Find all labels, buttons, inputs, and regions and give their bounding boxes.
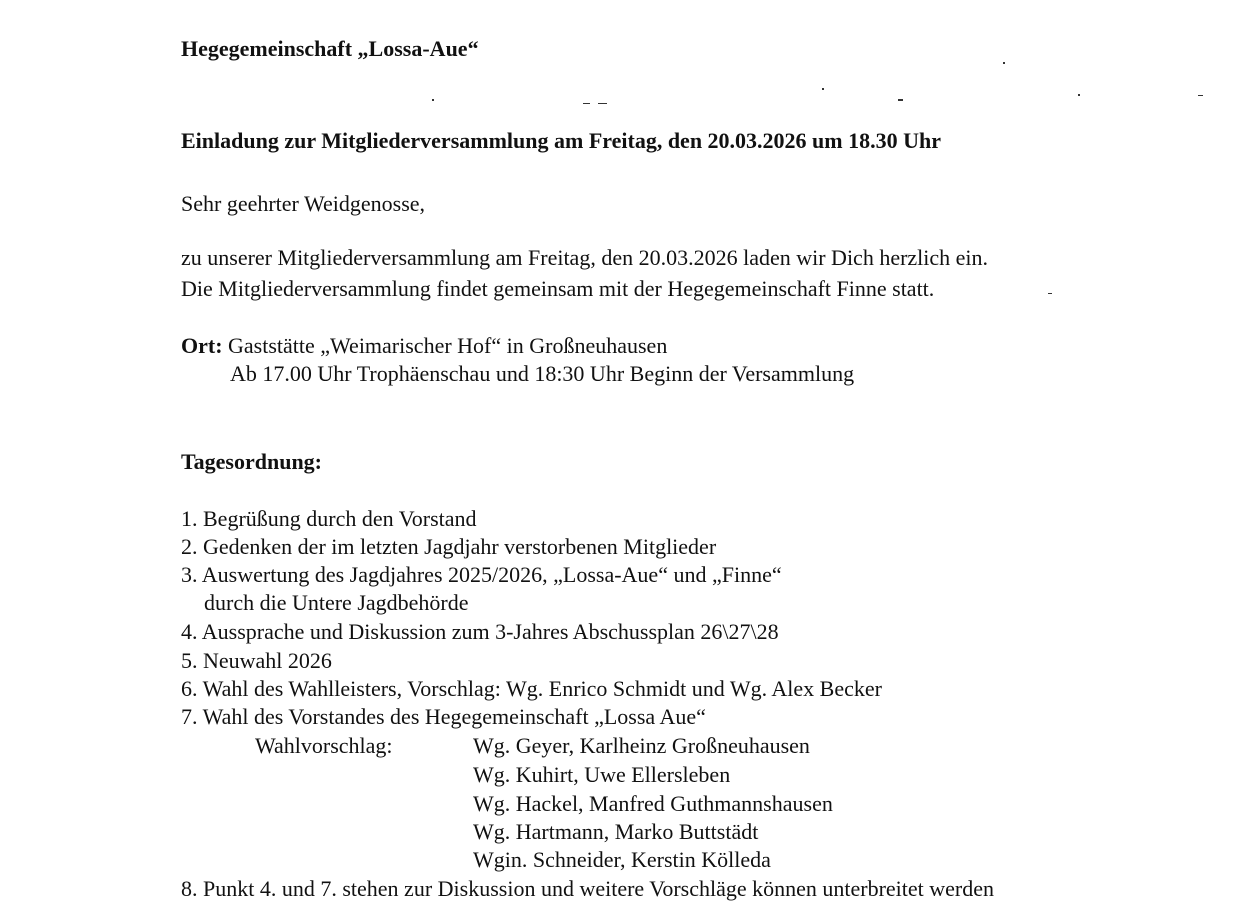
nominee: Wg. Hartmann, Marko Buttstädt: [473, 819, 759, 844]
intro-line-2: Die Mitgliederversammlung findet gemeinsam mit der Hegegemeinschaft Finne statt.: [181, 276, 935, 301]
scan-speck: [1048, 293, 1052, 294]
agenda-item: 6. Wahl des Wahlleisters, Vorschlag: Wg. Enrico Schmidt und Wg. Alex Becker: [181, 676, 882, 701]
scan-speck: [898, 99, 903, 101]
scan-speck: [1078, 94, 1080, 96]
agenda-item: 8. Punkt 4. und 7. stehen zur Diskussion und weitere Vorschläge können unterbreitet werden: [181, 876, 995, 901]
nomination-label: Wahlvorschlag:: [255, 733, 393, 758]
place-value: Gaststätte „Weimarischer Hof“ in Großneuhausen: [228, 333, 668, 358]
invitation-subject: Einladung zur Mitgliederversammlung am Freitag, den 20.03.2026 um 18.30 Uhr: [181, 128, 942, 153]
nominee: Wgin. Schneider, Kerstin Kölleda: [473, 847, 771, 872]
agenda-item: 4. Aussprache und Diskussion zum 3-Jahres Abschussplan 26\27\28: [181, 619, 779, 644]
place-label: Ort:: [181, 333, 223, 358]
agenda-item: 5. Neuwahl 2026: [181, 648, 332, 673]
nominee: Wg. Kuhirt, Uwe Ellersleben: [473, 762, 731, 787]
nominee: Wg. Geyer, Karlheinz Großneuhausen: [473, 733, 810, 758]
agenda-title: Tagesordnung:: [181, 449, 323, 474]
scan-speck: [822, 88, 824, 90]
agenda-item: 2. Gedenken der im letzten Jagdjahr verstorbenen Mitglieder: [181, 534, 717, 559]
agenda-item: 1. Begrüßung durch den Vorstand: [181, 506, 477, 531]
agenda-item-continuation: durch die Untere Jagdbehörde: [204, 590, 469, 615]
intro-line-1: zu unserer Mitgliederversammlung am Freitag, den 20.03.2026 laden wir Dich herzlich ein.: [181, 245, 989, 270]
scan-speck: [583, 103, 590, 104]
scan-speck: [432, 99, 434, 101]
scan-speck: [1003, 62, 1005, 64]
salutation: Sehr geehrter Weidgenosse,: [181, 191, 426, 216]
nominee: Wg. Hackel, Manfred Guthmannshausen: [473, 791, 833, 816]
organization-title: Hegegemeinschaft „Lossa-Aue“: [181, 36, 479, 61]
agenda-item: 7. Wahl des Vorstandes des Hegegemeinschaft „Lossa Aue“: [181, 704, 706, 729]
schedule-line: Ab 17.00 Uhr Trophäenschau und 18:30 Uhr Beginn der Versammlung: [230, 361, 855, 386]
scan-speck: [1198, 95, 1203, 96]
scan-speck: [598, 103, 607, 104]
agenda-item: 3. Auswertung des Jagdjahres 2025/2026, „Lossa-Aue“ und „Finne“: [181, 562, 782, 587]
place-line: [181, 333, 667, 359]
